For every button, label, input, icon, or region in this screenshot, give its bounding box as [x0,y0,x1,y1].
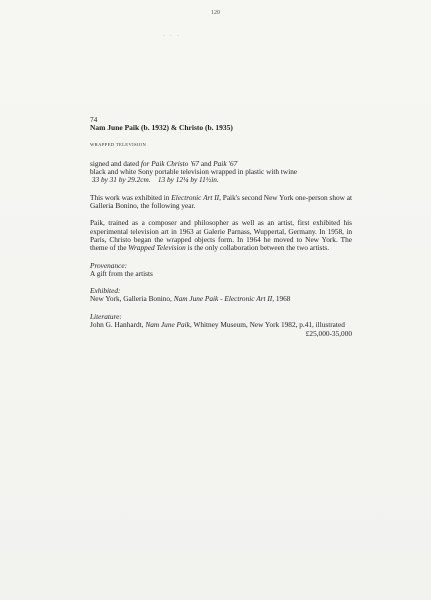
literature-text [90,321,352,329]
literature-book: Nam June Paik [145,320,190,330]
biography-text: Paik, trained as a composer and philosopher as well as an artist, first exhibited his experimental television art in 1963 at Galerie Parnass, Wuppertal, Germany. In 1958, in Paris, Christo began the wrapped objects form. In 1964 he moved to New York. The theme of the [90,218,352,253]
dimensions [90,176,352,184]
signed-inscription-2: Paik '67 [213,158,238,168]
scan-smudge: - - - [163,34,181,39]
literature-author: John G. Hanhardt, [90,320,146,330]
lot-number: 74 [90,115,98,124]
medium: black and white Sony portable television wrapped in plastic with twine [90,167,298,177]
signature-block [90,160,352,185]
page-number: 120 [211,10,220,16]
provenance-label: Provenance: [90,260,128,270]
dimensions-cm: 33 by 31 by 29.2cm. [91,175,151,185]
signed-prefix: signed and dated [90,158,141,168]
provenance-text: A gift from the artists [90,268,153,278]
exhibition-note [90,194,352,211]
exhibited-show: Nam June Paik - Electronic Art II [173,294,273,304]
exhibition-note-text: This work was exhibited in [90,192,172,202]
lot-entry [90,116,352,339]
exhibited-section [90,287,352,304]
biography-text-2: is the only collaboration between the two artists. [185,243,330,253]
work-title: Wrapped Television [128,243,186,253]
dimensions-in: 13 by 12¼ by 11½in. [157,175,219,185]
estimate: £25,000-35,000 [305,329,352,339]
provenance-section [90,262,352,279]
lot-artists: Nam June Paik (b. 1932) & Christo (b. 1935) [90,123,233,133]
exhibited-venue: New York, Galleria Bonino, [90,294,174,304]
literature-details: , Whitney Museum, New York 1982, p.41, illustrated [189,320,345,330]
exhibited-text [90,295,352,303]
signed-and: and [199,158,214,168]
lot-title: WRAPPED TELEVISION [90,141,147,147]
exhibition-title: Electronic Art II [171,192,220,202]
artist-biography [90,219,352,252]
signed-inscription-1: for Paik Christo '67 [140,158,199,168]
literature-label: Literature: [90,311,122,321]
exhibited-year: , 1968 [272,294,291,304]
exhibition-note-text-2: , Paik's second New York one-person show at Galleria Bonino, the following year. [90,192,352,211]
literature-section [90,313,352,339]
exhibited-label: Exhibited: [90,286,121,296]
